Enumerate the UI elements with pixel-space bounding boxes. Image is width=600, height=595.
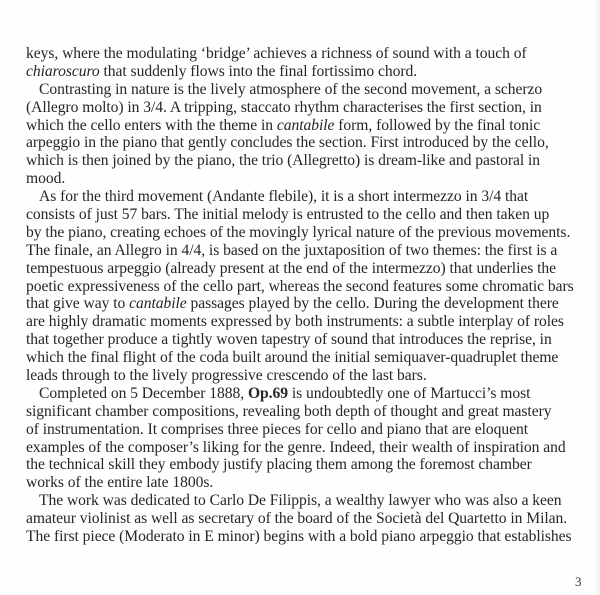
- text-line: [26, 170, 586, 188]
- text-run: poetic expressiveness of the cello part, whereas the second features some chromatic bars: [26, 277, 574, 295]
- text-line: [26, 456, 586, 474]
- text-run: The finale, an Allegro in 4/4, is based on the juxtaposition of two themes: the first is a: [26, 241, 558, 259]
- paragraph-first-line: [26, 492, 586, 510]
- text-run: (Allegro molto) in 3/4. A tripping, staccato rhythm characterises the first section, in: [26, 98, 542, 116]
- text-run: mood.: [26, 170, 66, 188]
- text-run: leads through to the lively progressive crescendo of the last bars.: [26, 367, 427, 385]
- bold-term: Op.69: [247, 384, 289, 402]
- text-line: [26, 99, 586, 117]
- text-line: [26, 295, 586, 313]
- text-run: that give way to: [26, 295, 130, 313]
- text-line: [26, 349, 586, 367]
- text-line: [26, 117, 586, 135]
- text-run: examples of the composer’s liking for the genre. Indeed, their wealth of inspiration and: [26, 438, 566, 456]
- text-run: Contrasting in nature is the lively atmosphere of the second movement, a scherzo: [39, 80, 543, 98]
- text-line: [26, 63, 586, 81]
- italic-term: chiaroscuro: [26, 62, 100, 80]
- text-run: of instrumentation. It comprises three pieces for cello and piano that are eloquent: [26, 420, 529, 438]
- text-run: passages played by the cello. During the development there: [186, 295, 559, 313]
- text-run: consists of just 57 bars. The initial melody is entrusted to the cello and then taken up: [26, 206, 550, 224]
- text-line: [26, 528, 586, 546]
- text-line: [26, 224, 586, 242]
- text-line: [26, 331, 586, 349]
- text-run: arpeggio in the piano that gently concludes the section. First introduced by the cello,: [26, 134, 549, 152]
- text-line: [26, 134, 586, 152]
- text-line: [26, 45, 586, 63]
- text-line: [26, 260, 586, 278]
- text-run: keys, where the modulating ‘bridge’ achieves a richness of sound with a touch of: [26, 45, 527, 62]
- paragraph-first-line: [26, 385, 586, 403]
- text-run: are highly dramatic moments expressed by both instruments: a subtle interplay of roles: [26, 313, 564, 331]
- text-line: [26, 278, 586, 296]
- paragraph-first-line: [26, 188, 586, 206]
- text-run: which is then joined by the piano, the trio (Allegretto) is dream-like and pastoral in: [26, 152, 541, 170]
- text-run: that suddenly flows into the final fortissimo chord.: [99, 62, 418, 80]
- body-text: [26, 45, 586, 546]
- text-run: Completed on 5 December 1888,: [39, 384, 248, 402]
- text-run: amateur violinist as well as secretary of the board of the Società del Quartetto in Milan.: [26, 510, 568, 528]
- text-run: works of the entire late 1800s.: [26, 474, 214, 492]
- text-line: [26, 474, 586, 492]
- text-line: [26, 313, 586, 331]
- text-line: [26, 421, 586, 439]
- text-line: [26, 439, 586, 457]
- text-run: The work was dedicated to Carlo De Filippis, a wealthy lawyer who was also a keen: [39, 492, 562, 510]
- text-line: [26, 206, 586, 224]
- text-run: significant chamber compositions, revealing both depth of thought and great mastery: [26, 402, 552, 420]
- text-run: the technical skill they embody justify placing them among the foremost chamber: [26, 456, 532, 474]
- text-run: is undoubtedly one of Martucci’s most: [288, 384, 531, 402]
- italic-term: cantabile: [276, 116, 335, 134]
- text-run: which the final flight of the coda built around the initial semiquaver-quadruplet theme: [26, 349, 559, 367]
- text-line: [26, 367, 586, 385]
- text-run: which the cello enters with the theme in: [26, 116, 277, 134]
- text-line: [26, 510, 586, 528]
- page-number: 3: [575, 574, 582, 589]
- text-line: [26, 403, 586, 421]
- text-line: [26, 242, 586, 260]
- paragraph-first-line: [26, 81, 586, 99]
- page-edge: [594, 0, 600, 595]
- text-run: tempestuous arpeggio (already present at the end of the intermezzo) that underlies the: [26, 259, 557, 277]
- text-run: form, followed by the final tonic: [334, 116, 541, 134]
- text-run: The first piece (Moderato in E minor) begins with a bold piano arpeggio that establishes: [26, 528, 572, 546]
- text-run: by the piano, creating echoes of the movingly lyrical nature of the previous movements.: [26, 223, 571, 241]
- text-run: As for the third movement (Andante flebile), it is a short intermezzo in 3/4 that: [39, 188, 529, 206]
- italic-term: cantabile: [129, 295, 187, 313]
- text-line: [26, 152, 586, 170]
- text-run: that together produce a tightly woven tapestry of sound that introduces the reprise, in: [26, 331, 552, 349]
